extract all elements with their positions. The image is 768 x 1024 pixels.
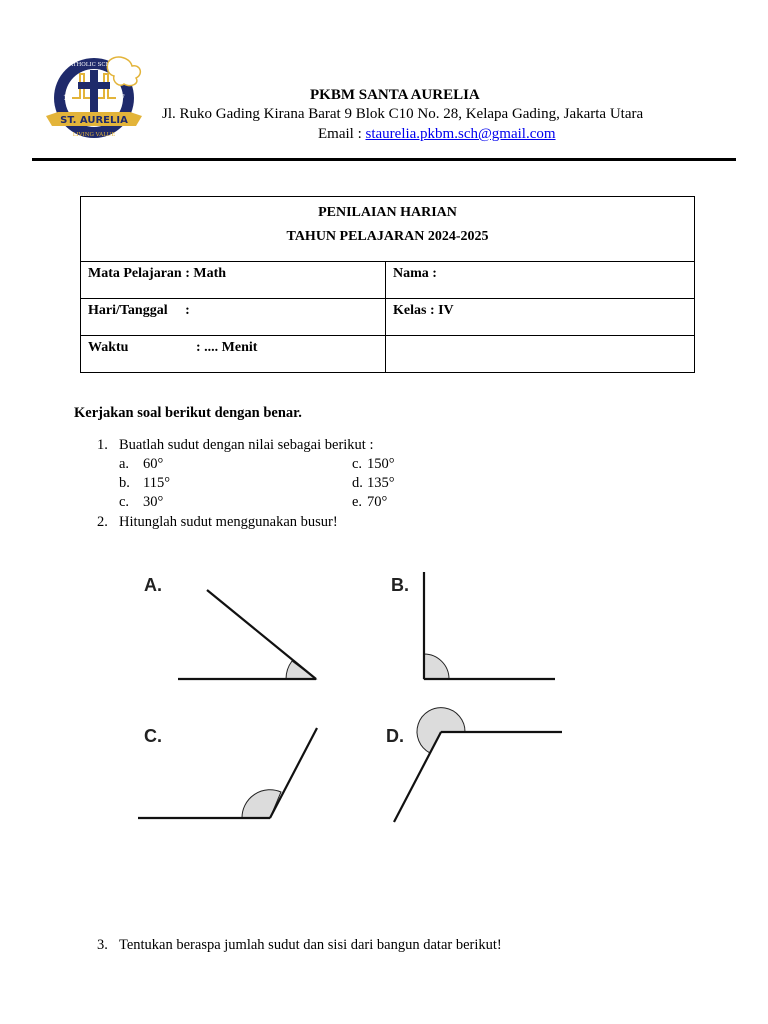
info-table-header [81,197,695,262]
angle-label-d: D. [386,726,404,746]
logo-top-text: CATHOLIC SCHOOL [64,62,124,68]
q1-option-key: e. [352,494,363,510]
logo-year-left: 19 [63,94,72,102]
info-table [80,196,695,373]
school-address: Jl. Ruko Gading Kirana Barat 9 Blok C10 No. 28, Kelapa Gading, Jakarta Utara [162,106,644,122]
angle-b [424,572,555,679]
assessment-title: PENILAIAN HARIAN [318,205,457,220]
subject-cell: Mata Pelajaran : Math [81,262,386,299]
time-cell [81,336,386,373]
logo-year-right: 97 [116,94,125,102]
academic-year: TAHUN PELAJARAN 2024-2025 [286,229,489,244]
email-label: Email : [318,126,366,142]
q3-text: Tentukan beraspa jumlah sudut dan sisi dari bangun datar berikut! [119,937,502,953]
q2-number: 2. [97,514,108,530]
logo-bottom-text: LIVING VALUE [72,132,116,138]
q1-option-key: b. [119,475,130,491]
angle-figures [130,560,570,830]
q1-option-key: a. [119,456,130,472]
angle-label-b: B. [391,575,409,595]
angle-c [138,728,317,818]
name-cell: Nama : [386,262,695,299]
q1-option-value: 30° [143,494,164,510]
q1-option-value: 60° [143,456,164,472]
date-label: Hari/Tanggal : [88,303,190,318]
q1-option-value: 115° [143,475,171,491]
time-label: Waktu [88,340,129,355]
class-cell: Kelas : IV [386,299,695,336]
logo-banner-text: ST. AURELIA [60,115,128,126]
email-link[interactable]: staurelia.pkbm.sch@gmail.com [365,126,556,142]
q1-option-value: 135° [367,475,395,491]
angle-d [394,708,562,822]
q2-text: Hitunglah sudut menggunakan busur! [119,514,338,530]
empty-cell [386,336,695,373]
school-email-line [318,126,556,143]
angle-label-a: A. [144,575,162,595]
q1-number: 1. [97,437,108,453]
q1-option-value: 70° [367,494,388,510]
time-value: : .... Menit [196,340,258,355]
q1-option-value: 150° [367,456,395,472]
logo-cross [90,70,98,116]
school-name: PKBM SANTA AURELIA [310,87,480,103]
angle-label-c: C. [144,726,162,746]
q1-option-key: d. [352,475,363,491]
q1-text: Buatlah sudut dengan nilai sebagai berikut : [119,437,374,453]
school-logo [44,52,150,142]
date-cell [81,299,386,336]
q3-number: 3. [97,937,108,953]
instruction: Kerjakan soal berikut dengan benar. [74,405,302,421]
q1-option-key: c. [119,494,130,510]
angle-a [178,590,316,679]
q1-option-key: c. [352,456,363,472]
header-divider [32,158,736,161]
